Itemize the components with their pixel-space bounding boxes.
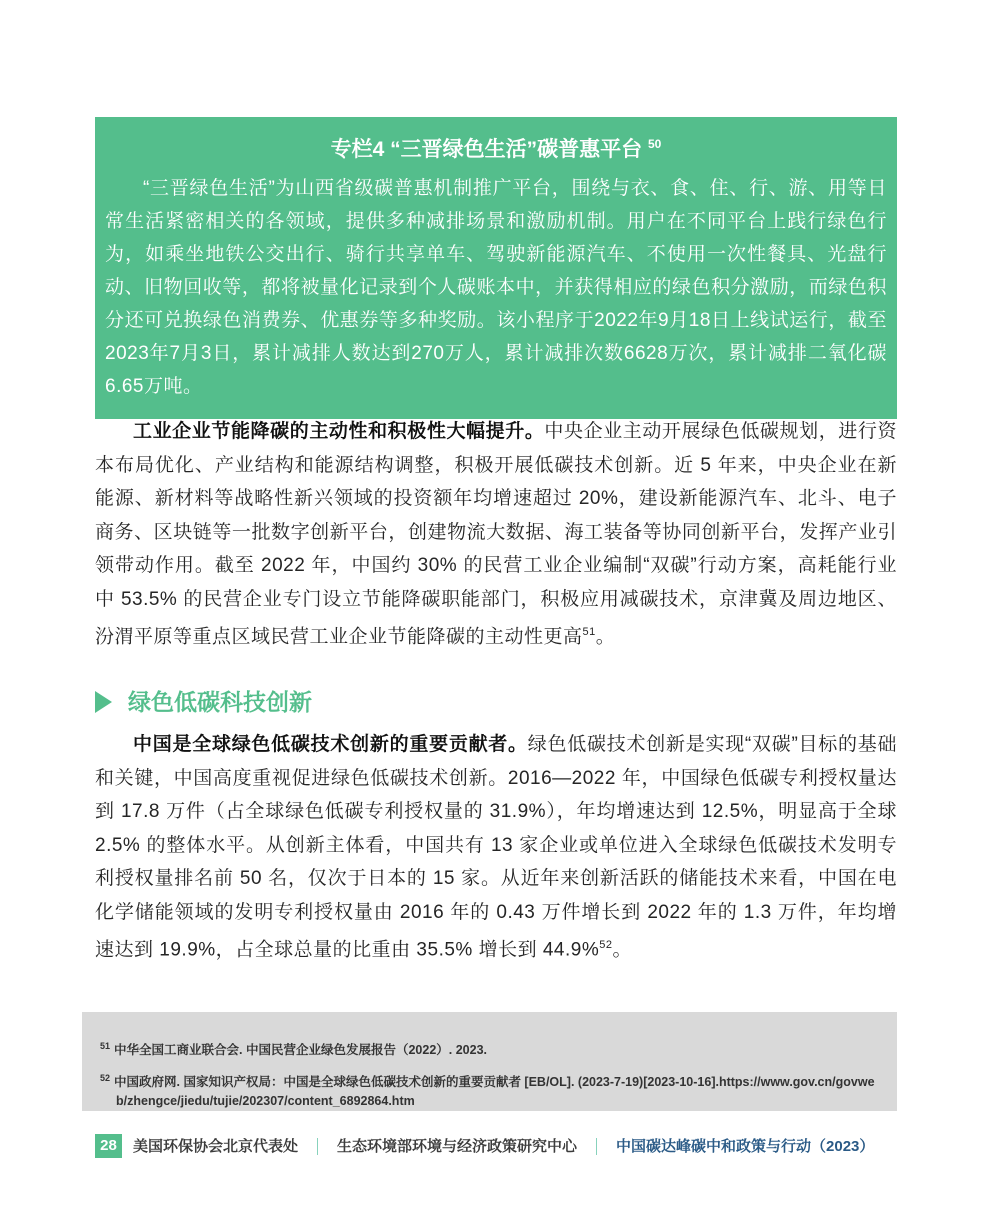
footnote-52-number: 52 bbox=[100, 1073, 111, 1084]
footer-report-title: 中国碳达峰碳中和政策与行动（2023） bbox=[616, 1138, 875, 1155]
footnote-52-text: 中国政府网. 国家知识产权局：中国是全球绿色低碳技术创新的重要贡献者 [EB/OL]. (2023-7-19)[2023-10-16].https://www.gov.cn/govweb/zhengce/jiedu/tujie/202307/content_6892864.htm bbox=[114, 1075, 875, 1109]
page-footer bbox=[95, 1133, 955, 1158]
paragraph1-body-text: 中央企业主动开展绿色低碳规划，进行资本布局优化、产业结构和能源结构调整，积极开展低碳技术创新。近 5 年来，中央企业在新能源、新材料等战略性新兴领域的投资额年均增速超过 20%，建设新能源汽车、北斗、电子商务、区块链等一批数字创新平台，创建物流大数据、海工装备等协同创新平台，发挥产业引领带动作用。截至 2022 年，中国约 30% 的民营工业企业编制“双碳”行动方案，高耗能行业中 53.5% 的民营企业专门设立节能降碳职能部门，积极应用减碳技术，京津冀及周边地区、汾渭平原等重点区域民营工业企业节能降碳的主动性更高 bbox=[95, 421, 897, 648]
footer-org2: 生态环境部环境与经济政策研究中心 bbox=[337, 1138, 578, 1155]
callout-box-title-footnote-ref: 50 bbox=[648, 137, 662, 151]
footnotes-block bbox=[82, 1012, 897, 1111]
footnote-ref-51: 51 bbox=[582, 626, 596, 638]
paragraph-industrial-enterprises bbox=[95, 415, 897, 654]
paragraph1-end-punctuation: 。 bbox=[595, 626, 616, 648]
paragraph-green-tech-innovation bbox=[95, 728, 897, 967]
callout-box-body: “三晋绿色生活”为山西省级碳普惠机制推广平台，围绕与衣、食、住、行、游、用等日常生活紧密相关的各领域，提供多种减排场景和激励机制。用户在不同平台上践行绿色行为，如乘坐地铁公交出行、骑行共享单车、驾驶新能源汽车、不使用一次性餐具、光盘行动、旧物回收等，都将被量化记录到个人碳账本中，并获得相应的绿色积分激励，而绿色积分还可兑换绿色消费券、优惠券等多种奖励。该小程序于2022年9月18日上线试运行，截至2023年7月3日，累计减排人数达到270万人，累计减排次数6628万次，累计减排二氧化碳6.65万吨。 bbox=[105, 178, 887, 397]
footer-separator-1: ｜ bbox=[309, 1138, 327, 1157]
page-number-badge: 28 bbox=[95, 1134, 122, 1158]
callout-box bbox=[95, 117, 897, 419]
footnote-51-text: 中华全国工商业联合会. 中国民营企业绿色发展报告（2022）. 2023. bbox=[114, 1043, 487, 1058]
footer-org1: 美国环保协会北京代表处 bbox=[133, 1138, 299, 1155]
paragraph2-end-punctuation: 。 bbox=[612, 939, 633, 961]
footer-separator-2: ｜ bbox=[588, 1138, 606, 1157]
callout-box-title-text: 专栏4 “三晋绿色生活”碳普惠平台 bbox=[330, 138, 643, 161]
footnote-52 bbox=[100, 1069, 877, 1111]
triangle-bullet-icon bbox=[95, 691, 112, 713]
section-heading-label: 绿色低碳科技创新 bbox=[128, 689, 312, 715]
paragraph2-lead-sentence: 中国是全球绿色低碳技术创新的重要贡献者。 bbox=[133, 734, 528, 755]
footnote-ref-52: 52 bbox=[599, 939, 613, 951]
paragraph2-body-text: 绿色低碳技术创新是实现“双碳”目标的基础和关键，中国高度重视促进绿色低碳技术创新。2016—2022 年，中国绿色低碳专利授权量达到 17.8 万件（占全球绿色低碳专利授权量的 31.9%），年均增速达到 12.5%，明显高于全球 2.5% 的整体水平。从创新主体看，中国共有 13 家企业或单位进入全球绿色低碳技术发明专利授权量排名前 50 名，仅次于日本的 15 家。从近年来创新活跃的储能技术来看，中国在电化学储能领域的发明专利授权量由 2016 年的 0.43 万件增长到 2022 年的 1.3 万件，年均增速达到 19.9%，占全球总量的比重由 35.5% 增长到 44.9% bbox=[95, 734, 897, 961]
footnote-51 bbox=[100, 1037, 877, 1060]
callout-box-title bbox=[105, 129, 887, 165]
paragraph1-lead-sentence: 工业企业节能降碳的主动性和积极性大幅提升。 bbox=[133, 421, 545, 442]
footnote-51-number: 51 bbox=[100, 1041, 111, 1051]
section-heading-green-tech-innovation bbox=[95, 687, 312, 717]
